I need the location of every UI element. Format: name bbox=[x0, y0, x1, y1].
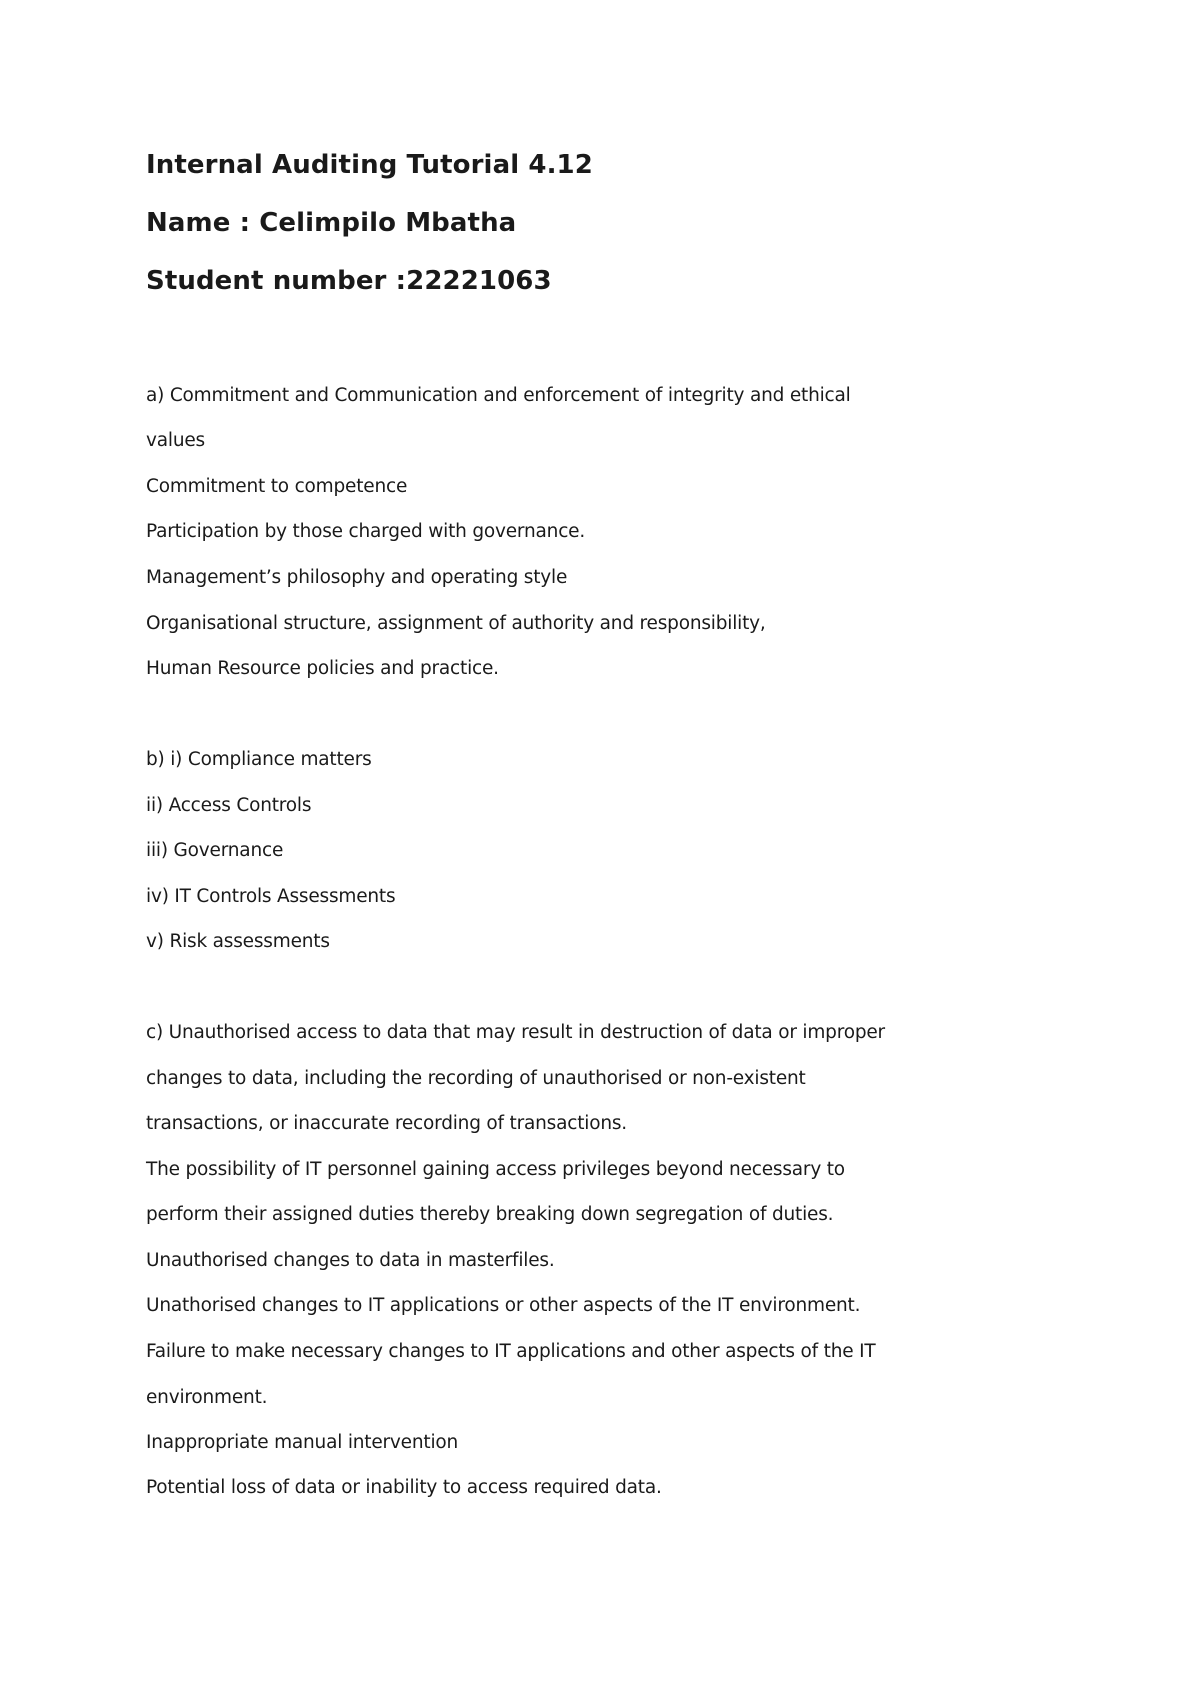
section-c-line: Failure to make necessary changes to IT applications and other aspects of the IT bbox=[146, 1341, 876, 1362]
section-b-line: iv) IT Controls Assessments bbox=[146, 886, 396, 907]
section-c-line: perform their assigned duties thereby breaking down segregation of duties. bbox=[146, 1204, 834, 1225]
section-a-line: Management’s philosophy and operating style bbox=[146, 567, 568, 588]
section-b-line: b) i) Compliance matters bbox=[146, 749, 372, 770]
section-a-line: Commitment to competence bbox=[146, 476, 408, 497]
section-b-line: v) Risk assessments bbox=[146, 931, 330, 952]
student-name: Name : Celimpilo Mbatha bbox=[146, 208, 517, 238]
section-c-line: Unathorised changes to IT applications or other aspects of the IT environment. bbox=[146, 1295, 861, 1316]
section-b-line: ii) Access Controls bbox=[146, 795, 312, 816]
section-c-line: transactions, or inaccurate recording of transactions. bbox=[146, 1113, 627, 1134]
section-c-line: Inappropriate manual intervention bbox=[146, 1432, 459, 1453]
section-a-line: Participation by those charged with governance. bbox=[146, 521, 586, 542]
section-a-line: Organisational structure, assignment of authority and responsibility, bbox=[146, 613, 766, 634]
section-b-line: iii) Governance bbox=[146, 840, 284, 861]
section-c-line: Unauthorised changes to data in masterfiles. bbox=[146, 1250, 555, 1271]
section-c-line: The possibility of IT personnel gaining access privileges beyond necessary to bbox=[146, 1159, 845, 1180]
section-a-line: Human Resource policies and practice. bbox=[146, 658, 499, 679]
section-c-line: c) Unauthorised access to data that may result in destruction of data or improper bbox=[146, 1022, 885, 1043]
section-a-line: values bbox=[146, 430, 205, 451]
section-c-line: environment. bbox=[146, 1387, 268, 1408]
section-a-line: a) Commitment and Communication and enforcement of integrity and ethical bbox=[146, 385, 851, 406]
document-title: Internal Auditing Tutorial 4.12 bbox=[146, 150, 593, 180]
student-number: Student number :22221063 bbox=[146, 266, 552, 296]
section-c-line: changes to data, including the recording of unauthorised or non-existent bbox=[146, 1068, 806, 1089]
section-c-line: Potential loss of data or inability to access required data. bbox=[146, 1477, 662, 1498]
